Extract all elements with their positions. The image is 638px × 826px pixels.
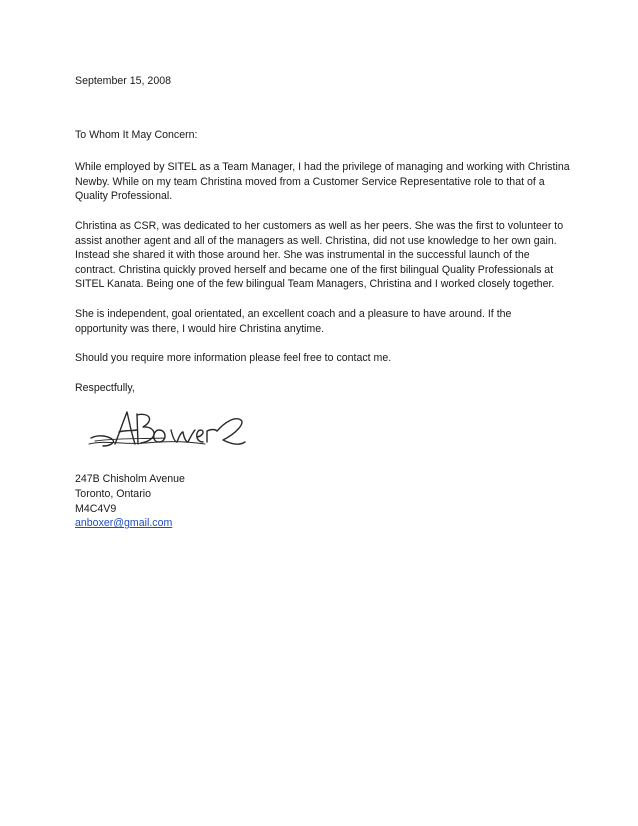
signature-image xyxy=(85,404,250,454)
paragraph-line: She is independent, goal orientated, an excellent coach and a pleasure to have around. If the xyxy=(75,307,512,320)
paragraph-line: assist another agent and all of the managers as well. Christina, did not use knowledge to her own gain. xyxy=(75,234,557,247)
paragraph-1 xyxy=(75,160,575,204)
letter-date: September 15, 2008 xyxy=(75,75,172,87)
paragraph-line: contract. Christina quickly proved herself and became one of the first bilingual Quality Professionals at xyxy=(75,263,554,276)
sender-address xyxy=(75,472,575,530)
paragraph-line: While employed by SITEL as a Team Manager, I had the privilege of managing and working with Christina xyxy=(75,161,570,174)
email-link[interactable]: anboxer@gmail.com xyxy=(75,517,173,530)
address-city: Toronto, Ontario xyxy=(75,487,151,500)
paragraph-line: Instead she shared it with those around her. She was instrumental in the successful launch of the xyxy=(75,249,530,262)
paragraph-line: Should you require more information please feel free to contact me. xyxy=(75,352,392,365)
paragraph-line: Christina as CSR, was dedicated to her customers as well as her peers. She was the first to volunteer to xyxy=(75,219,564,232)
paragraph-4 xyxy=(75,351,575,366)
salutation: To Whom It May Concern: xyxy=(75,128,198,141)
address-postal: M4C4V9 xyxy=(75,502,117,515)
paragraph-3 xyxy=(75,307,575,336)
paragraph-line: SITEL Kanata. Being one of the few bilingual Team Managers, Christina and I worked closely together. xyxy=(75,278,555,291)
paragraph-line: Newby. While on my team Christina moved from a Customer Service Representative role to that of a xyxy=(75,175,545,188)
paragraph-line: Quality Professional. xyxy=(75,190,173,203)
paragraph-line: opportunity was there, I would hire Christina anytime. xyxy=(75,322,325,335)
address-street: 247B Chisholm Avenue xyxy=(75,473,185,486)
paragraph-2 xyxy=(75,219,575,292)
closing: Respectfully, xyxy=(75,381,135,394)
letter-body xyxy=(75,74,575,531)
